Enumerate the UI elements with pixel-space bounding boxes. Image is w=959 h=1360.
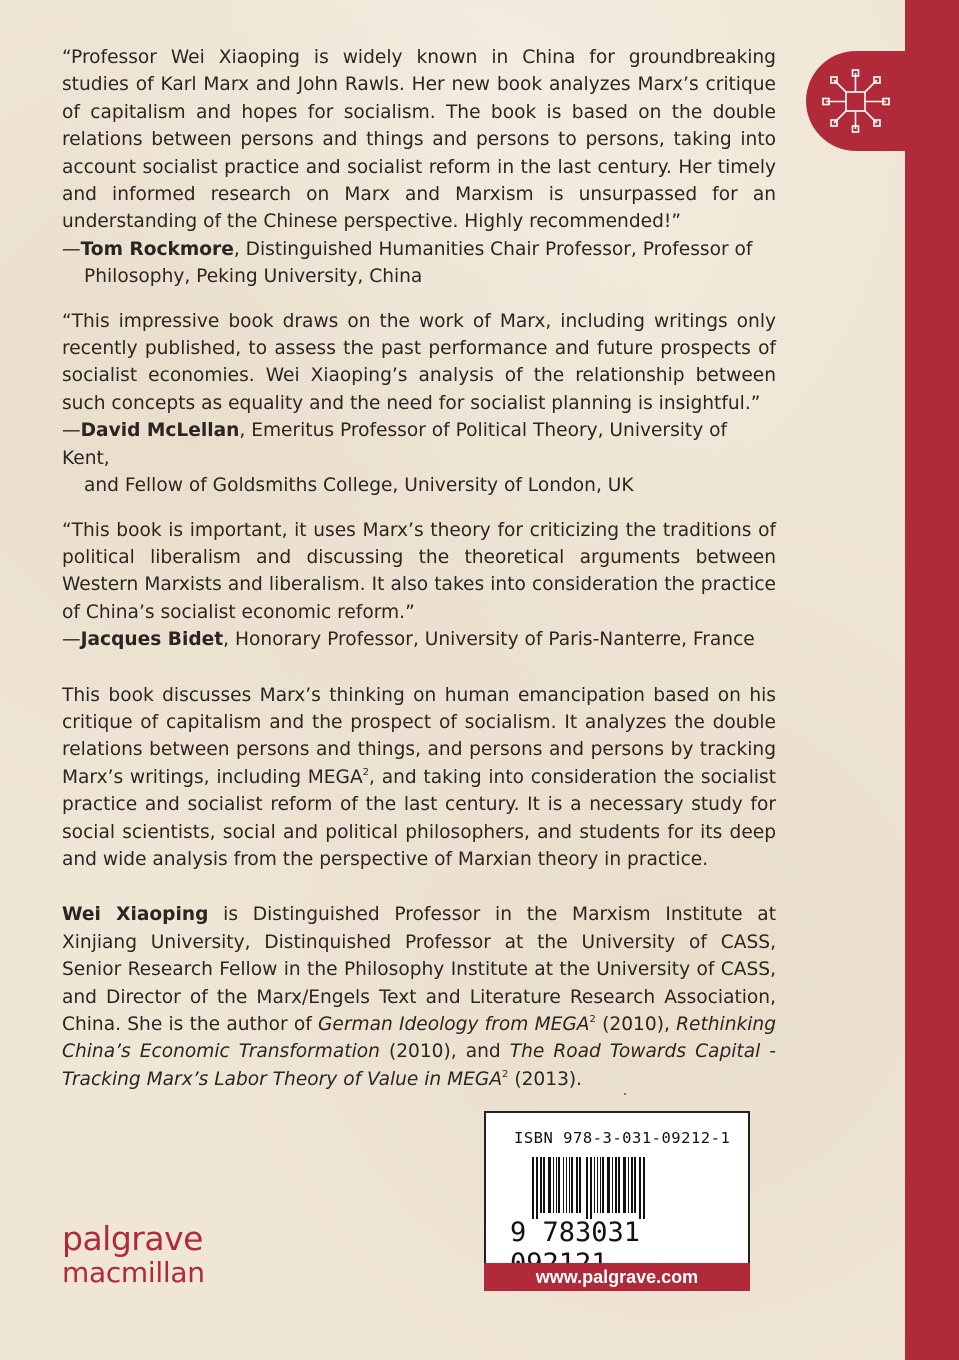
barcode-bar: [602, 1157, 604, 1213]
barcode-bar: [566, 1157, 567, 1213]
barcode-bar: [628, 1157, 629, 1213]
book-title: The Road Towards Capital - Tracking Marx’s Labor Theory of Value in MEGA: [62, 1041, 777, 1090]
author-bio: [62, 901, 776, 1093]
barcode-bar: [579, 1157, 581, 1213]
isbn-barcode: [484, 1111, 750, 1265]
barcode-bar: [553, 1157, 554, 1213]
endorser-role-cont: Philosophy, Peking University, China: [84, 266, 423, 288]
ean-number: 9 783031: [510, 1217, 641, 1248]
barcode-bar: [600, 1157, 601, 1213]
barcode-bar: [594, 1157, 595, 1213]
endorser-role-cont: and Fellow of Goldsmiths College, University of London, UK: [84, 475, 634, 497]
spine: [905, 0, 959, 1360]
author-name: Wei Xiaoping: [62, 904, 209, 926]
endorser-name: Jacques Bidet: [80, 629, 224, 651]
barcode-bar: [639, 1157, 641, 1219]
barcode-bar: [607, 1157, 610, 1213]
book-description: [62, 682, 776, 874]
endorser-name: Tom Rockmore: [80, 238, 234, 260]
barcode-bar: [536, 1157, 538, 1219]
endorser-role: , Emeritus Professor of Political Theory, University of Kent,: [62, 420, 728, 469]
network-icon: [820, 67, 892, 135]
superscript: 2: [362, 766, 370, 778]
barcode-bar: [615, 1157, 617, 1213]
endorsement-attribution-2: [62, 417, 776, 499]
barcode-bar: [634, 1157, 636, 1213]
bio-text: is Distinguished Professor in the Marxism Institute at Xinjiang University, Distinquished Professor at the University of CASS, Senior Research Fellow in the Philosophy Institute at the University of CASS, and Director of the Marx/Engels Text and Literature Research Association, China. She is the author of: [62, 904, 776, 1035]
barcode-bar: [532, 1157, 534, 1219]
description-text: This book discusses Marx’s thinking on human emancipation based on his critique of capitalism and the prospect of socialism. It analyzes the double relations between persons and things, and persons and persons by tracking Marx’s writings, including MEGA: [62, 684, 776, 788]
barcode-bar: [556, 1157, 557, 1213]
barcode-bar: [569, 1157, 570, 1213]
bio-text: (2010), and: [379, 1041, 510, 1063]
endorser-role: , Honorary Professor, University of Paris-Nanterre, France: [223, 629, 755, 651]
endorser-name: David McLellan: [80, 420, 240, 442]
publisher-url[interactable]: www.palgrave.com: [484, 1263, 750, 1291]
endorsement-quote-3: “This book is important, it uses Marx’s theory for criticizing the traditions of political liberalism and discussing the theoretical arguments between Western Marxists and liberalism. It also takes into consideration the practice of China’s socialist economic reform.”: [62, 519, 776, 623]
endorsement-attribution-3: [62, 626, 776, 653]
bio-text: (2010),: [595, 1014, 677, 1035]
barcode-bar: [571, 1157, 573, 1213]
publisher-line1: palgrave: [62, 1219, 203, 1258]
barcode-bar: [558, 1157, 560, 1213]
endorser-role: , Distinguished Humanities Chair Professor, Professor of: [233, 238, 753, 260]
barcode-bar: [643, 1157, 645, 1219]
publisher-line2: macmillan: [62, 1256, 205, 1289]
barcode-bar: [590, 1157, 592, 1219]
dash: —: [62, 629, 81, 651]
dash: —: [62, 420, 81, 442]
barcode-bar: [543, 1157, 545, 1213]
endorsement-attribution-1: [62, 236, 776, 291]
superscript: 2: [502, 1068, 509, 1080]
barcode-bar: [576, 1157, 578, 1213]
publisher-logo: [62, 1219, 205, 1290]
barcode-bar: [612, 1157, 613, 1213]
barcode-bar: [597, 1157, 598, 1213]
barcode-bar: [548, 1157, 551, 1213]
barcode-bar: [586, 1157, 588, 1219]
barcode-bar: [563, 1157, 564, 1213]
back-cover-text: [62, 44, 776, 1093]
endorsement-quote-1: “Professor Wei Xiaoping is widely known in China for groundbreaking studies of Karl Marx and John Rawls. Her new book analyzes Marx’s critique of capitalism and hopes for socialism. The book is based on the double relations between persons and things and persons to persons, taking into account socialist practice and socialist reform in the last century. Her timely and informed research on Marx and Marxism is unsurpassed for an understanding of the Chinese perspective. Highly recommended!”: [62, 47, 776, 233]
barcode-bar: [618, 1157, 620, 1213]
barcode-bars: [532, 1157, 732, 1219]
palgrave-logo-badge: [806, 51, 906, 151]
isbn-label: ISBN 978-3-031-09212-1: [514, 1129, 731, 1147]
bio-text: (2013).: [508, 1068, 583, 1090]
barcode-bar: [540, 1157, 542, 1213]
barcode-bar: [631, 1157, 633, 1213]
description-text: , and taking into consideration the socialist practice and socialist reform of the last century. It is a necessary study for social scientists, social and political philosophers, and students for its deep and wide analysis from the perspective of Marxian theory in practice.: [62, 766, 777, 870]
speck: [624, 1093, 626, 1095]
book-title: Rethinking China’s Economic Transformation: [62, 1014, 776, 1063]
superscript: 2: [589, 1013, 596, 1025]
dash: —: [62, 238, 81, 260]
book-title: German Ideology from MEGA: [317, 1014, 590, 1035]
barcode-bar: [623, 1157, 626, 1213]
endorsement-quote-2: “This impressive book draws on the work of Marx, including writings only recently published, to assess the past performance and future prospects of socialist economies. Wei Xiaoping’s analysis of the relationship between such concepts as equality and the need for socialist planning is insightful.”: [62, 310, 776, 414]
